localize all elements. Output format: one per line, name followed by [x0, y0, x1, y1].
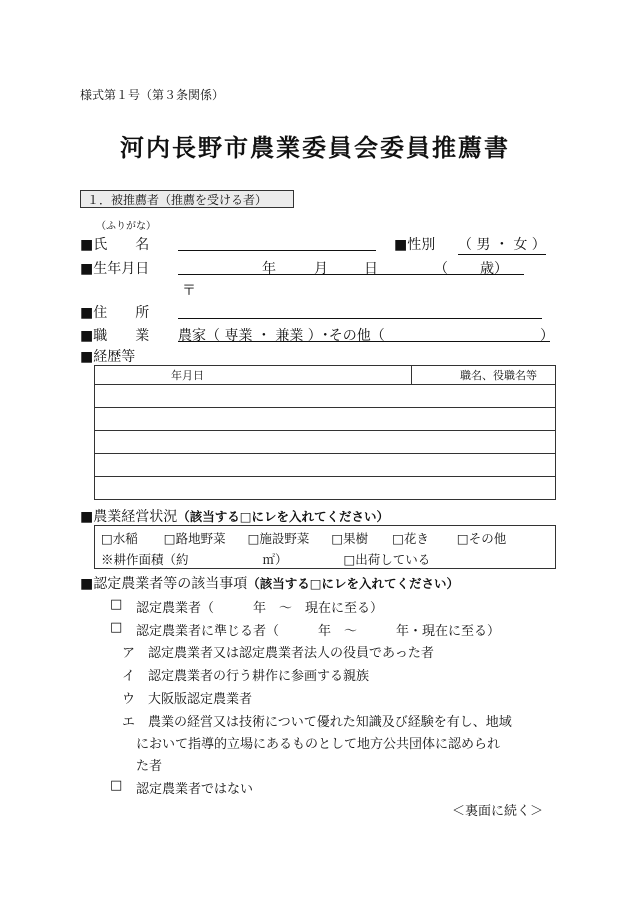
name-field[interactable]: [178, 234, 376, 251]
birth-year-unit: 年: [262, 261, 276, 277]
area-unit: ㎡）: [262, 552, 288, 567]
farm-status-box: [94, 525, 556, 569]
checkbox-rice[interactable]: □水稲: [101, 531, 138, 546]
table-row[interactable]: [95, 385, 556, 408]
sub-item-text: 認定農業者又は認定農業者法人の役員であった者: [148, 646, 434, 661]
occupation-label: ■職 業: [80, 328, 150, 344]
section-heading: １．被推薦者（推薦を受ける者）: [80, 190, 294, 208]
table-row[interactable]: [95, 477, 556, 500]
sub-item-text: 認定農業者の行う耕作に参画する親族: [148, 669, 370, 684]
sex-options[interactable]: （ 男 ・ 女 ）: [458, 234, 546, 255]
name-label: ■氏 名: [80, 237, 150, 253]
furigana-label: （ふりがな）: [96, 221, 156, 232]
sub-item-text: 大阪版認定農業者: [148, 692, 253, 707]
checkbox-certified[interactable]: □: [110, 597, 123, 612]
birth-day-unit: 日: [364, 261, 378, 277]
sub-item-mark: ア: [122, 646, 136, 661]
table-cell[interactable]: [95, 408, 556, 431]
farm-status-title: ■農業経営状況: [80, 509, 178, 525]
not-certified-option-text: 認定農業者ではない: [136, 782, 254, 797]
table-cell[interactable]: [95, 454, 556, 477]
checkbox-not-certified[interactable]: □: [110, 778, 123, 793]
certified-option-text: 認定農業者（ 年 ～ 現在に至る）: [136, 601, 384, 616]
quasi-certified-option-text: 認定農業者に準じる者（ 年 ～ 年・現在に至る）: [136, 624, 501, 639]
certified-label: [80, 573, 459, 593]
table-cell[interactable]: [95, 431, 556, 454]
certified-note: （該当する□にレを入れてください）: [247, 576, 460, 591]
age-unit: 歳）: [480, 261, 508, 277]
sub-item-mark: エ: [122, 715, 136, 730]
area-label: ※耕作面積（約: [101, 552, 189, 567]
checkbox-shipping[interactable]: □出荷している: [343, 552, 431, 567]
header-position: 職名、役職名等: [412, 366, 556, 385]
form-number: 様式第１号（第３条関係）: [80, 88, 225, 102]
checkbox-other[interactable]: □その他: [456, 531, 507, 546]
checkbox-fruit-trees[interactable]: □果樹: [331, 531, 369, 546]
postal-mark: 〒: [182, 283, 196, 299]
sex-label: ■性別: [394, 237, 436, 253]
birthdate-label: ■生年月日: [80, 261, 150, 277]
occupation-options: 農家（ 専業 ・ 兼業 ）･その他（: [178, 328, 385, 344]
page-title: 河内長野市農業委員会委員推薦書: [120, 134, 510, 162]
birthdate-field[interactable]: [178, 258, 524, 275]
farm-status-label: [80, 506, 389, 526]
table-row[interactable]: [95, 454, 556, 477]
sub-item-text: 農業の経営又は技術について優れた知識及び経験を有し、地域: [148, 715, 512, 730]
address-label: ■住 所: [80, 305, 150, 321]
career-label: ■経歴等: [80, 349, 136, 365]
header-date: 年月日: [95, 366, 412, 385]
sub-item-mark: イ: [122, 669, 136, 684]
sub-item-mark: ウ: [122, 692, 136, 707]
table-cell[interactable]: [95, 385, 556, 408]
crop-options: [101, 529, 506, 547]
sub-item-text-cont: た者: [136, 759, 163, 774]
checkbox-greenhouse-vegetables[interactable]: □施設野菜: [247, 531, 310, 546]
farm-status-note: （該当する□にレを入れてください）: [177, 509, 390, 524]
career-table: [94, 365, 556, 500]
table-cell[interactable]: [95, 477, 556, 500]
continue-note: ＜裏面に続く＞: [452, 804, 544, 819]
table-row[interactable]: [95, 408, 556, 431]
checkbox-quasi-certified[interactable]: □: [110, 620, 123, 635]
table-header-row: [95, 366, 556, 385]
age-open-paren: （: [434, 261, 448, 277]
address-field[interactable]: [178, 302, 542, 319]
sub-item-text-cont: において指導的立場にあるものとして地方公共団体に認められ: [136, 737, 501, 752]
certified-title: ■認定農業者等の該当事項: [80, 576, 248, 592]
occupation-close-paren: ）: [540, 328, 554, 344]
table-row[interactable]: [95, 431, 556, 454]
birth-month-unit: 月: [314, 261, 328, 277]
area-row: [101, 550, 430, 568]
checkbox-flowers[interactable]: □花き: [392, 531, 429, 546]
checkbox-field-vegetables[interactable]: □路地野菜: [163, 531, 226, 546]
